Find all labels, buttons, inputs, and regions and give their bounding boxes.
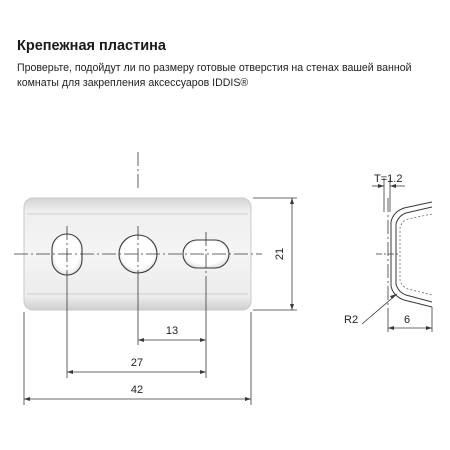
dimension-27-label: 27 bbox=[130, 357, 144, 369]
dimension-21-label: 21 bbox=[274, 247, 286, 261]
plate-side-view bbox=[376, 198, 432, 310]
thickness-label: T=1.2 bbox=[374, 173, 403, 185]
dimension-13-label: 13 bbox=[165, 325, 179, 337]
page-title: Крепежная пластина bbox=[17, 38, 166, 54]
dimension-6-label: 6 bbox=[404, 314, 411, 326]
dimension-27 bbox=[67, 357, 206, 374]
dimension-21 bbox=[274, 198, 294, 310]
radius-label: R2 bbox=[344, 314, 359, 326]
dimension-13 bbox=[138, 325, 206, 342]
page-description: Проверьте, подойдут ли по размеру готовые отверстия на стенах вашей ванной комнаты для закрепления аксессуаров IDDIS® bbox=[17, 62, 412, 89]
dimension-42 bbox=[24, 384, 251, 401]
dimension-42-label: 42 bbox=[130, 384, 144, 396]
dimension-thickness bbox=[372, 173, 405, 212]
dimension-radius bbox=[344, 294, 397, 326]
dimension-6 bbox=[388, 307, 432, 332]
